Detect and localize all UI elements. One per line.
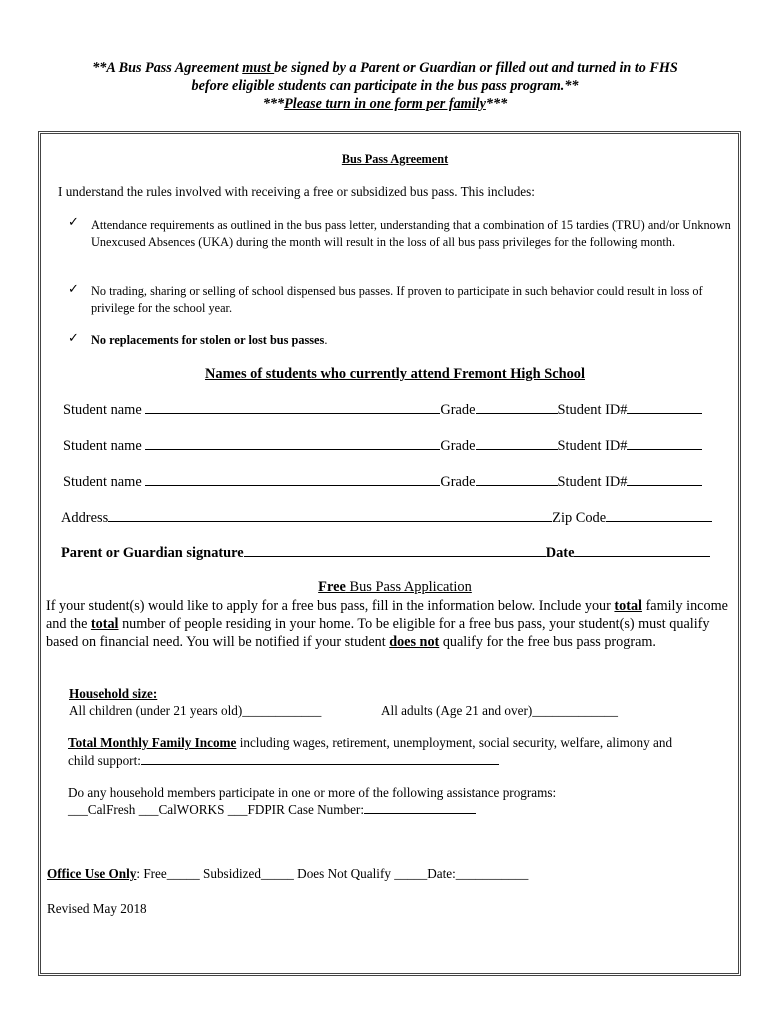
assistance-programs[interactable]: ___CalFresh ___CalWORKS ___FDPIR Case Number: [68, 802, 364, 817]
income-heading: Total Monthly Family Income [68, 735, 237, 750]
case-number-field[interactable] [364, 801, 476, 814]
free-app-instructions: If your student(s) would like to apply for a free bus pass, fill in the information below. Include your total family income and the total number of people residing in your home. To be eligible for a free bus pass, your student(s) must qualify based on financial need. You will be notified if your student does not qualify for the free bus pass program. [46, 598, 728, 650]
check-icon: ✓ [68, 331, 79, 346]
household-children-field[interactable]: All children (under 21 years old)____________ [69, 703, 322, 718]
child-support-row[interactable] [68, 752, 499, 769]
agreement-bullet-1: Attendance requirements as outlined in the bus pass letter, understanding that a combination of 15 tardies (TRU) and/or Unknown Unexcused Absences (UKA) during the month will result in the loss of all bus pass privileges for the following month. [91, 218, 731, 249]
free-app-title-rest: Bus Pass Application [345, 579, 472, 595]
bullet-3-period: . [324, 333, 328, 347]
address-label: Address [61, 510, 109, 526]
grade-label: Grade [440, 402, 476, 418]
student-name-label: Student name [63, 438, 142, 454]
office-use-fields: : Free_____ Subsidized_____ Does Not Qualify _____Date:___________ [136, 866, 529, 881]
student-id-label: Student ID# [557, 474, 628, 490]
income-field[interactable] [141, 752, 499, 765]
address-field[interactable] [108, 509, 552, 522]
zip-field[interactable] [606, 509, 712, 522]
revised-date: Revised May 2018 [47, 901, 147, 916]
header-text: **A Bus Pass Agreement [92, 60, 243, 76]
signature-row[interactable] [61, 544, 710, 562]
does-not-emphasis: does not [389, 634, 440, 650]
header-line-1 [0, 60, 770, 77]
date-label: Date [545, 545, 575, 561]
header-text: *** [485, 96, 508, 112]
grade-field[interactable] [476, 473, 558, 486]
income-row [68, 735, 672, 751]
total-emphasis: total [614, 598, 643, 614]
student-name-field[interactable] [145, 473, 440, 486]
header-one-form: Please turn in one form per family [284, 96, 486, 112]
header-text: be signed by a Parent or Guardian or filled out and turned in to FHS [274, 60, 678, 76]
address-row[interactable] [61, 509, 712, 527]
header-text: *** [262, 96, 285, 112]
income-description: including wages, retirement, unemployment, social security, welfare, alimony and [236, 735, 673, 750]
agreement-title: Bus Pass Agreement [341, 152, 449, 166]
grade-label: Grade [440, 474, 476, 490]
agreement-intro: I understand the rules involved with receiving a free or subsidized bus pass. This includes: [58, 184, 535, 199]
check-icon: ✓ [68, 282, 79, 297]
zip-label: Zip Code [552, 510, 607, 526]
free-app-title [10, 579, 770, 596]
student-id-label: Student ID# [557, 438, 628, 454]
signature-field[interactable] [244, 544, 546, 557]
signature-label: Parent or Guardian signature [61, 545, 244, 561]
agreement-bullet-3 [91, 332, 731, 349]
student-id-field[interactable] [627, 401, 702, 414]
household-heading: Household size: [69, 686, 158, 701]
student-name-label: Student name [63, 402, 142, 418]
student-id-field[interactable] [627, 437, 702, 450]
assistance-options[interactable] [68, 801, 476, 818]
student-name-label: Student name [63, 474, 142, 490]
header-line-2: before eligible students can participate in the bus pass program.** [191, 78, 579, 94]
assistance-question: Do any household members participate in one or more of the following assistance programs: [68, 785, 557, 800]
students-heading: Names of students who currently attend Fremont High School [204, 366, 586, 382]
student-row-3[interactable] [63, 473, 702, 491]
grade-label: Grade [440, 438, 476, 454]
free-word: Free [318, 579, 346, 595]
agreement-bullet-2: No trading, sharing or selling of school dispensed bus passes. If proven to participate in such behavior could result in loss of privilege for the school year. [91, 284, 703, 315]
household-adults-field[interactable]: All adults (Age 21 and over)_____________ [381, 703, 618, 718]
check-icon: ✓ [68, 215, 79, 230]
student-id-field[interactable] [627, 473, 702, 486]
grade-field[interactable] [476, 437, 558, 450]
grade-field[interactable] [476, 401, 558, 414]
student-name-field[interactable] [145, 401, 440, 414]
date-field[interactable] [574, 544, 710, 557]
bullet-3-text: No replacements for stolen or lost bus passes [91, 333, 325, 347]
office-use-label: Office Use Only [47, 866, 137, 881]
student-row-1[interactable] [63, 401, 702, 419]
child-support-label: child support: [68, 753, 141, 768]
office-use-row [47, 866, 528, 882]
student-name-field[interactable] [145, 437, 440, 450]
header-must: must [242, 60, 275, 76]
student-id-label: Student ID# [557, 402, 628, 418]
header-line-3 [0, 96, 770, 113]
total-emphasis: total [90, 616, 119, 632]
student-row-2[interactable] [63, 437, 702, 455]
